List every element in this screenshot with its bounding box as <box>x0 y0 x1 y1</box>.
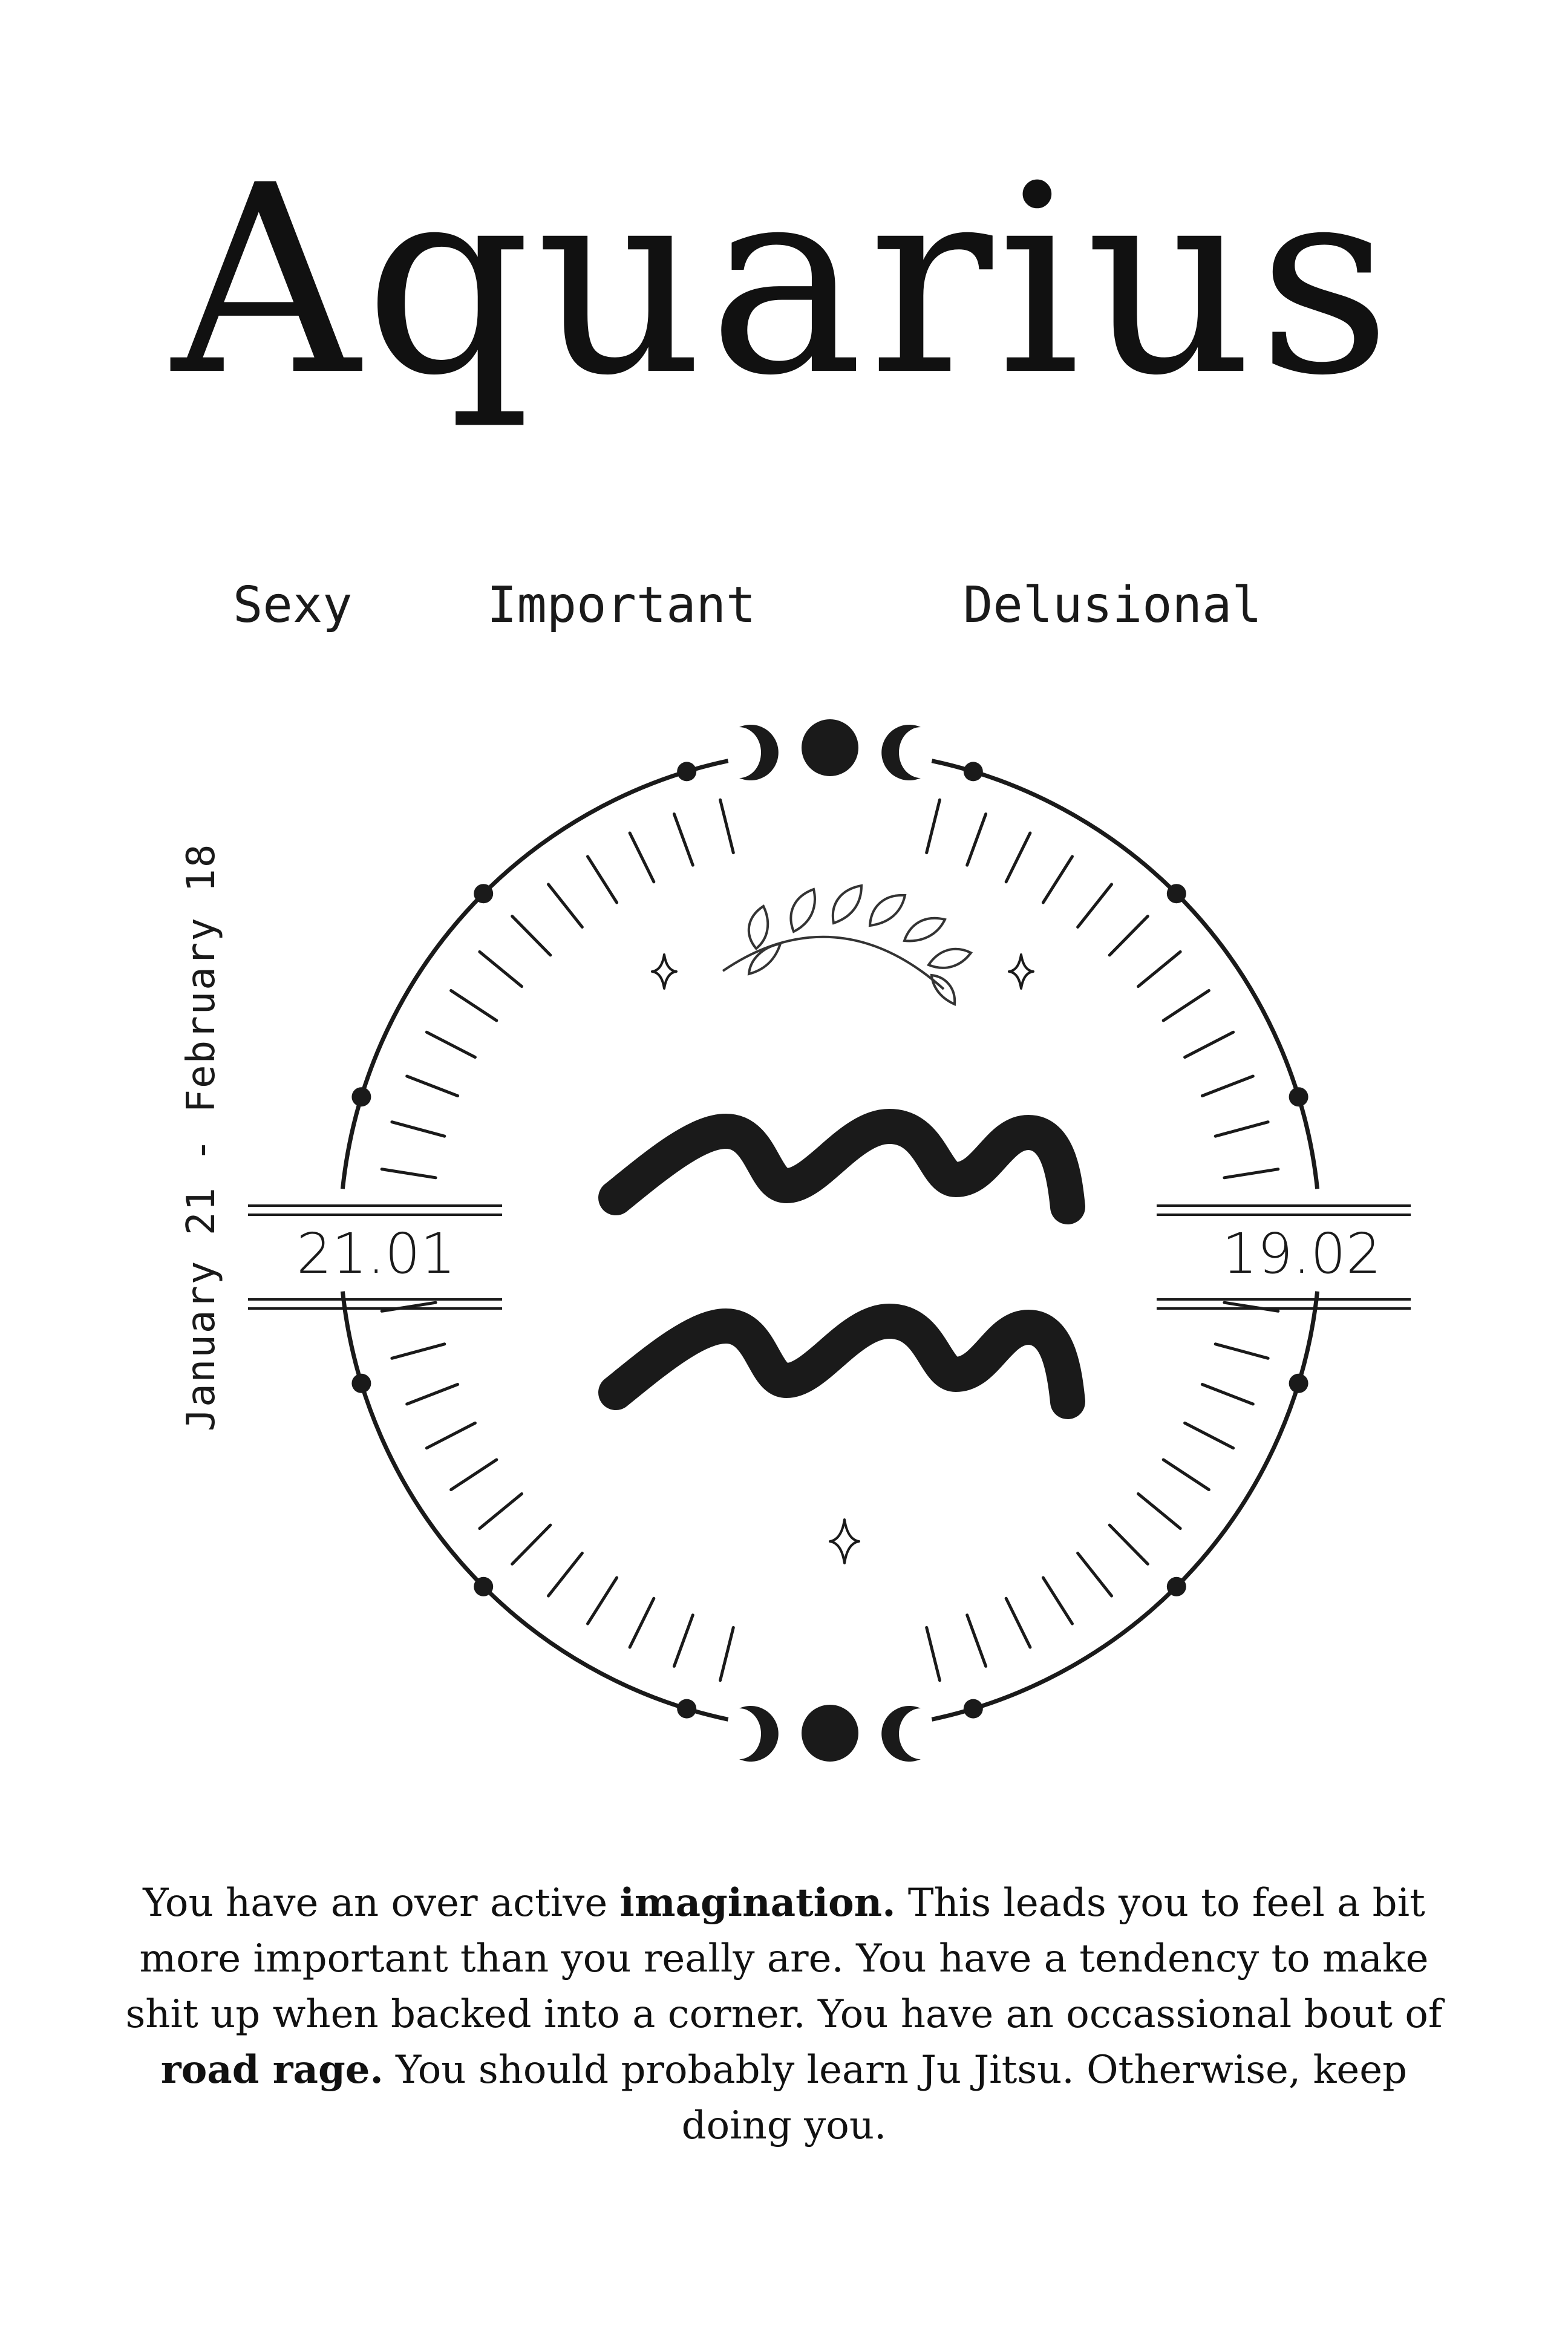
wheel-tick <box>1224 1302 1278 1311</box>
wheel-tick <box>630 833 654 882</box>
wheel-dot <box>964 762 983 781</box>
wheel-tick <box>1224 1169 1278 1178</box>
start-date: 21.01 <box>296 1221 456 1286</box>
wheel-tick <box>451 1460 497 1490</box>
wheel-tick <box>1138 1494 1181 1528</box>
page-title: Aquarius <box>172 130 1396 433</box>
wheel-tick <box>426 1032 475 1057</box>
wheel-tick <box>720 800 734 852</box>
wheel-tick <box>1006 1598 1030 1647</box>
wheel-dot <box>351 1087 371 1106</box>
horoscope-description <box>121 1875 1447 2154</box>
wheel-dots <box>351 762 1308 1718</box>
wheel-tick <box>927 800 940 852</box>
description-emphasis: road rage. <box>160 2047 384 2092</box>
wheel-tick <box>407 1385 458 1405</box>
sparkle-icon <box>652 955 1033 1563</box>
wheel-tick <box>512 1525 550 1564</box>
wheel-dot <box>1289 1374 1308 1393</box>
wheel-tick <box>407 1076 458 1096</box>
wheel-ticks <box>382 800 1278 1680</box>
description-text: This leads you to feel a bit more important than you really are. You have a tendency to make shit up when backed into a corner. You have an occassional bout of <box>125 1881 1443 2037</box>
wheel-tick <box>1202 1076 1253 1096</box>
wheel-dot <box>964 1699 983 1719</box>
wheel-tick <box>1043 857 1072 903</box>
wheel-tick <box>451 991 497 1021</box>
wheel-tick <box>1163 1460 1209 1490</box>
wheel-dot <box>1167 1577 1186 1596</box>
wheel-dot <box>677 1699 696 1719</box>
wheel-tick <box>480 1494 522 1528</box>
wheel-tick <box>382 1169 436 1178</box>
wheel-tick <box>927 1627 940 1680</box>
wheel-tick <box>1109 1525 1148 1564</box>
wheel-tick <box>720 1627 734 1680</box>
wheel-dot <box>1167 884 1186 903</box>
wheel-dot <box>474 884 493 903</box>
trait-delusional: Delusional <box>963 577 1262 634</box>
wheel-tick <box>1185 1423 1233 1448</box>
wheel-tick <box>588 857 617 903</box>
moon-phase-icon <box>739 1705 921 1762</box>
wheel-tick <box>630 1598 654 1647</box>
wheel-dot <box>351 1374 371 1393</box>
wheel-tick <box>549 1553 583 1596</box>
aquarius-glyph-icon <box>616 1126 1068 1402</box>
wheel-tick <box>426 1423 475 1448</box>
wheel-tick <box>1185 1032 1233 1057</box>
date-range-vertical: January 21 - February 18 <box>179 843 224 1432</box>
wheel-dot <box>1289 1087 1308 1106</box>
wheel-tick <box>1078 884 1112 927</box>
wheel-tick <box>1163 991 1209 1021</box>
wheel-dot <box>474 1577 493 1596</box>
wheel-tick <box>392 1344 445 1359</box>
wheel-tick <box>1215 1344 1268 1359</box>
wheel-ring <box>342 761 1317 1720</box>
wheel-tick <box>1109 916 1148 955</box>
trait-important: Important <box>487 577 756 634</box>
wheel-tick <box>1043 1578 1072 1624</box>
wheel-dot <box>677 762 696 781</box>
moon-phase-icon <box>739 719 921 780</box>
laurel-branch-icon <box>723 886 971 1004</box>
description-emphasis: imagination. <box>619 1880 896 1926</box>
wheel-tick <box>1078 1553 1112 1596</box>
wheel-tick <box>512 916 550 955</box>
wheel-tick <box>967 814 986 866</box>
description-text: You have an over active <box>143 1881 620 1926</box>
wheel-tick <box>1138 952 1181 986</box>
wheel-tick <box>674 1615 693 1667</box>
description-text: You should probably learn Ju Jitsu. Otherwise, keep doing you. <box>383 2048 1408 2148</box>
wheel-tick <box>1202 1385 1253 1405</box>
wheel-tick <box>382 1302 436 1311</box>
end-date: 19.02 <box>1222 1221 1382 1286</box>
wheel-tick <box>392 1122 445 1137</box>
trait-sexy: Sexy <box>233 577 353 634</box>
wheel-tick <box>1215 1122 1268 1137</box>
wheel-tick <box>967 1615 986 1667</box>
wheel-tick <box>1006 833 1030 882</box>
wheel-tick <box>674 814 693 866</box>
wheel-tick <box>588 1578 617 1624</box>
wheel-tick <box>480 952 522 986</box>
wheel-tick <box>549 884 583 927</box>
